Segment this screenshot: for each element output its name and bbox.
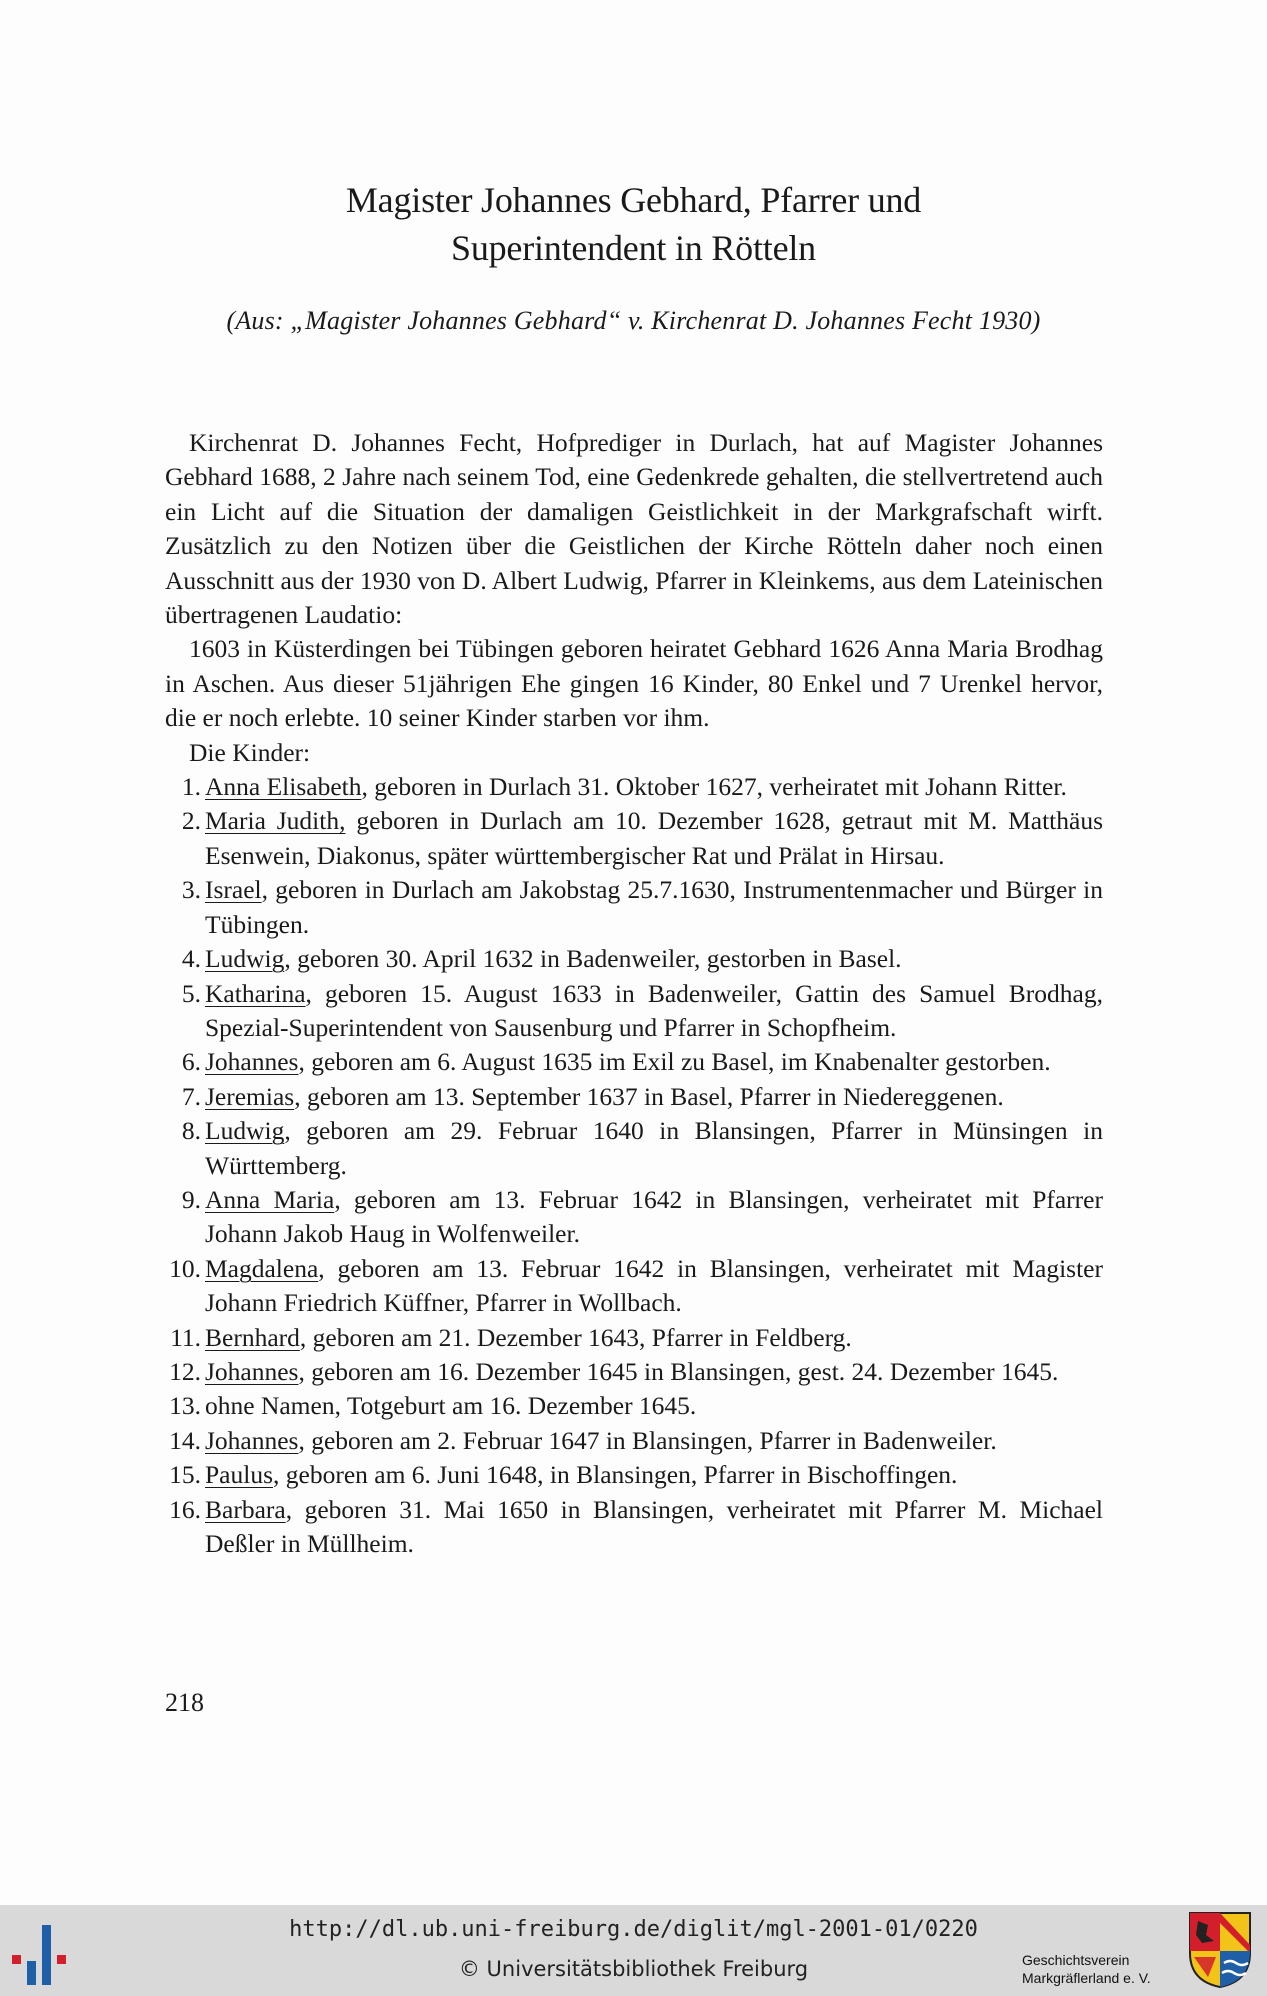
list-item-number: 1. — [181, 772, 201, 802]
list-item — [165, 1045, 1103, 1079]
child-name: Barbara — [205, 1494, 286, 1524]
children-heading: Die Kinder: — [189, 737, 311, 767]
child-name: Anna Maria — [205, 1184, 335, 1214]
child-name: Anna Elisabeth — [205, 772, 362, 802]
list-item-number: 14. — [169, 1425, 201, 1455]
list-item-number: 15. — [169, 1460, 201, 1490]
list-item-number: 11. — [170, 1322, 201, 1352]
child-name: Ludwig — [205, 944, 285, 974]
child-name: Jeremias — [205, 1081, 295, 1111]
list-item — [165, 873, 1103, 942]
list-item-number: 4. — [181, 944, 201, 974]
article-body — [165, 426, 1103, 1561]
list-item — [165, 942, 1103, 976]
child-details: , geboren 15. August 1633 in Badenweiler, Gattin des Samuel Brodhag, Spezial-Superintendent von Sausenburg und Pfarrer in Schopfheim. — [205, 978, 1103, 1042]
org-line-1: Geschichtsverein — [1022, 1952, 1130, 1968]
child-name: Paulus — [205, 1460, 274, 1490]
list-item — [165, 770, 1103, 804]
child-name: Bernhard — [205, 1322, 300, 1352]
child-details: , geboren am 13. September 1637 in Basel, Pfarrer in Niedereggenen. — [294, 1081, 1004, 1111]
child-details: , geboren am 13. Februar 1642 in Blansingen, verheiratet mit Pfarrer Johann Jakob Haug in Wolfenweiler. — [205, 1184, 1103, 1249]
footer-copyright: © Universitätsbibliothek Freiburg — [458, 1957, 809, 1981]
list-item — [165, 1389, 1103, 1423]
list-item — [165, 1355, 1103, 1389]
list-item — [165, 1424, 1103, 1458]
list-item-number: 10. — [169, 1253, 201, 1283]
bio-paragraph: 1603 in Küsterdingen bei Tübingen geboren heiratet Gebhard 1626 Anna Maria Brodhag in Aschen. Aus dieser 51jährigen Ehe gingen 16 Kinder, 80 Enkel und 7 Urenkel hervor, die er noch erlebte. 10 seiner Kinder starben vor ihm. — [165, 634, 1103, 733]
list-item — [165, 1080, 1103, 1114]
page-number: 218 — [165, 1688, 204, 1717]
child-name: Maria Judith, — [205, 806, 346, 836]
list-item-number: 3. — [181, 875, 201, 905]
list-item — [165, 1493, 1103, 1562]
child-details: ohne Namen, Totgeburt am 16. Dezember 1645. — [205, 1391, 697, 1421]
list-item-number: 5. — [181, 978, 201, 1008]
child-details: , geboren 30. April 1632 in Badenweiler, gestorben in Basel. — [284, 944, 902, 974]
source-subtitle: (Aus: „Magister Johannes Gebhard“ v. Kirchenrat D. Johannes Fecht 1930) — [226, 306, 1041, 335]
list-item — [165, 1114, 1103, 1183]
list-item-number: 6. — [181, 1047, 201, 1077]
list-item — [165, 977, 1103, 1046]
coat-of-arms-icon — [1188, 1911, 1252, 1989]
children-list — [165, 770, 1103, 1561]
child-details: , geboren in Durlach 31. Oktober 1627, verheiratet mit Johann Ritter. — [361, 772, 1067, 802]
child-details: , geboren in Durlach am Jakobstag 25.7.1630, Instrumentenmacher und Bürger in Tübingen. — [205, 875, 1103, 939]
intro-paragraph: Kirchenrat D. Johannes Fecht, Hofprediger in Durlach, hat auf Magister Johannes Gebhard 1688, 2 Jahre nach seinem Tod, eine Gedenkrede gehalten, die stellvertretend auch ein Licht auf die Situation der damaligen Geistlichkeit in der Markgrafschaft wirft. Zusätzlich zu den Notizen über die Geistlichen der Kirche Rötteln daher noch einen Ausschnitt aus der 1930 von D. Albert Ludwig, Pfarrer in Kleinkems, aus dem Lateinischen übertragenen Laudatio: — [165, 428, 1103, 630]
child-details: , geboren am 13. Februar 1642 in Blansingen, verheiratet mit Magister Johann Friedrich Küffner, Pfarrer in Wollbach. — [205, 1253, 1103, 1318]
footer-bar — [0, 1905, 1267, 1996]
title-line-1: Magister Johannes Gebhard, Pfarrer und — [345, 180, 922, 220]
list-item — [165, 1458, 1103, 1492]
list-item-number: 2. — [181, 806, 201, 836]
child-details: geboren in Durlach am 10. Dezember 1628, getraut mit M. Matthäus Esenwein, Diakonus, später württembergischer Rat und Prälat in Hirsau. — [205, 806, 1104, 870]
child-details: , geboren am 21. Dezember 1643, Pfarrer in Feldberg. — [299, 1322, 852, 1352]
page-title — [0, 176, 1267, 272]
list-item — [165, 1321, 1103, 1355]
list-item-number: 13. — [169, 1391, 201, 1421]
child-details: , geboren am 6. August 1635 im Exil zu Basel, im Knabenalter gestorben. — [298, 1047, 1051, 1077]
org-name — [1022, 1951, 1182, 1987]
list-item-number: 12. — [169, 1356, 201, 1386]
list-item — [165, 1252, 1103, 1321]
child-name: Magdalena — [205, 1253, 319, 1283]
child-name: Johannes — [205, 1356, 299, 1386]
child-name: Johannes — [205, 1047, 299, 1077]
child-name: Ludwig — [205, 1116, 285, 1146]
list-item — [165, 804, 1103, 873]
title-line-2: Superintendent in Rötteln — [451, 228, 816, 268]
child-details: , geboren am 29. Februar 1640 in Blansingen, Pfarrer in Münsingen in Württemberg. — [205, 1116, 1103, 1180]
list-item — [165, 1183, 1103, 1252]
child-name: Israel — [205, 875, 262, 905]
footer-url-link[interactable]: http://dl.ub.uni-freiburg.de/diglit/mgl-2001-01/0220 — [289, 1917, 978, 1942]
child-details: , geboren am 6. Juni 1648, in Blansingen, Pfarrer in Bischoffingen. — [273, 1460, 958, 1490]
child-details: , geboren am 2. Februar 1647 in Blansingen, Pfarrer in Badenweiler. — [298, 1425, 997, 1455]
child-name: Johannes — [205, 1425, 299, 1455]
child-details: , geboren am 16. Dezember 1645 in Blansingen, gest. 24. Dezember 1645. — [298, 1356, 1059, 1386]
org-line-2: Markgräflerland e. V. — [1022, 1970, 1151, 1986]
list-item-number: 7. — [181, 1081, 201, 1111]
list-item-number: 9. — [181, 1184, 201, 1214]
child-name: Katharina — [205, 978, 306, 1008]
list-item-number: 8. — [181, 1116, 201, 1146]
list-item-number: 16. — [169, 1494, 201, 1524]
child-details: , geboren 31. Mai 1650 in Blansingen, verheiratet mit Pfarrer M. Michael Deßler in Müllheim. — [205, 1494, 1103, 1558]
